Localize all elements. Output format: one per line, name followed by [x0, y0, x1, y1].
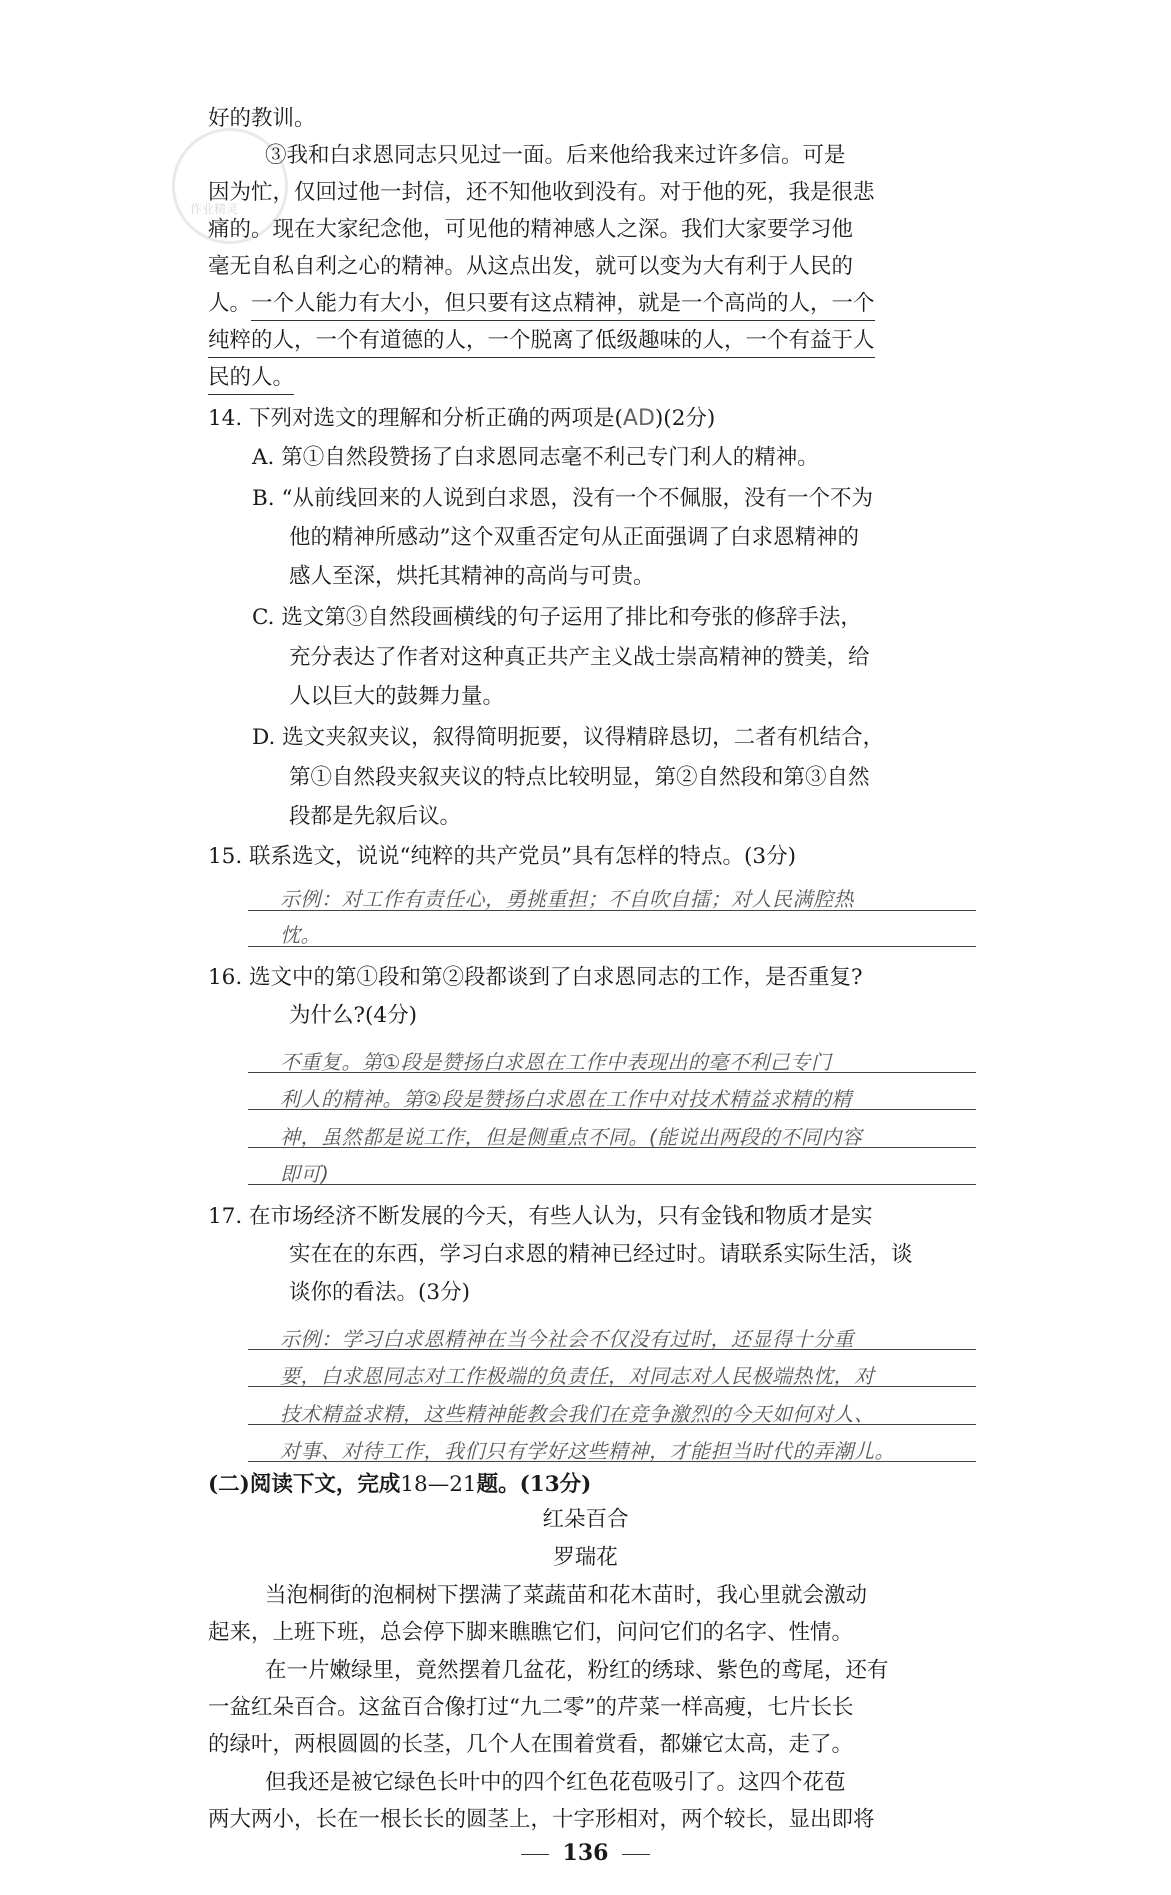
page-number-dash — [521, 1854, 549, 1855]
answer-rule — [248, 1072, 976, 1073]
section-heading-text: (二)阅读下文，完成 — [208, 1472, 401, 1497]
option-d-line: 段都是先叙后议。 — [289, 804, 462, 829]
passage-line: 好的教训。 — [208, 106, 316, 131]
underlined-sentence: 民的人。 — [208, 365, 294, 395]
article-line: 两大两小，长在一根长长的圆茎上，十字形相对，两个较长，显出即将 — [208, 1807, 875, 1832]
answer-rule — [248, 1386, 976, 1387]
answer-17-line: 技术精益求精，这些精神能教会我们在竞争激烈的今天如何对人、 — [280, 1402, 875, 1426]
section-heading-score: 题。(13分) — [476, 1472, 592, 1497]
answer-15-line: 示例：对工作有责任心，勇挑重担；不自吹自擂；对人民满腔热 — [280, 887, 854, 911]
option-b-line: 感人至深，烘托其精神的高尚与可贵。 — [289, 564, 655, 589]
passage-line: ③我和白求恩同志只见过一面。后来他给我来过许多信。可是 — [265, 143, 846, 168]
article-line: 一盆红朵百合。这盆百合像打过“九二零”的芹菜一样高瘦，七片长长 — [208, 1695, 854, 1720]
article-author: 罗瑞花 — [553, 1545, 618, 1570]
answer-rule — [248, 1109, 976, 1110]
answer-rule — [248, 1461, 976, 1462]
option-c-line: 充分表达了作者对这种真正共产主义战士崇高精神的赞美，给 — [289, 645, 870, 670]
passage-line — [208, 293, 875, 315]
passage-line — [208, 367, 294, 389]
question-17-stem: 17. 在市场经济不断发展的今天，有些人认为，只有金钱和物质才是实 — [208, 1204, 873, 1229]
article-title: 红朵百合 — [542, 1507, 629, 1532]
article-line: 的绿叶，两根圆圆的长茎，几个人在围着赏看，都嫌它太高，走了。 — [208, 1732, 854, 1757]
question-14-stem — [208, 408, 715, 430]
question-17-stem: 谈你的看法。(3分) — [289, 1280, 470, 1305]
option-b-line: B. “从前线回来的人说到白求恩，没有一个不佩服，没有一个不为 — [252, 486, 873, 511]
answer-15-line: 忱。 — [280, 923, 321, 947]
article-line: 在一片嫩绿里，竟然摆着几盆花，粉红的绣球、紫色的鸢尾，还有 — [265, 1658, 889, 1683]
question-14-answer: AD — [622, 406, 655, 431]
answer-rule — [248, 910, 976, 911]
question-17-stem: 实在在的东西，学习白求恩的精神已经过时。请联系实际生活，谈 — [289, 1242, 913, 1267]
answer-rule — [248, 946, 976, 947]
option-a: A. 第①自然段赞扬了白求恩同志毫不利己专门利人的精神。 — [252, 445, 819, 470]
option-d-line: 第①自然段夹叙夹议的特点比较明显，第②自然段和第③自然 — [289, 765, 870, 790]
section-heading-range: 18—21 — [400, 1472, 477, 1497]
answer-16-line: 利人的精神。第②段是赞扬白求恩在工作中对技术精益求精的精 — [280, 1087, 852, 1111]
question-14-score: )(2分) — [654, 406, 716, 431]
question-16-stem: 为什么?(4分) — [289, 1003, 417, 1028]
answer-rule — [248, 1349, 976, 1350]
article-line: 起来，上班下班，总会停下脚来瞧瞧它们，问问它们的名字、性情。 — [208, 1620, 854, 1645]
page-number — [0, 1840, 1171, 1866]
option-b-line: 他的精神所感动”这个双重否定句从正面强调了白求恩精神的 — [289, 525, 859, 550]
passage-line: 因为忙，仅回过他一封信，还不知他收到没有。对于他的死，我是很悲 — [208, 180, 875, 205]
answer-17-line: 要，白求恩同志对工作极端的负责任，对同志对人民极端热忱，对 — [280, 1364, 875, 1388]
question-14-stem-text: 14. 下列对选文的理解和分析正确的两项是( — [208, 406, 623, 431]
page-number-dash — [622, 1854, 650, 1855]
article-line: 当泡桐街的泡桐树下摆满了菜蔬苗和花木苗时，我心里就会激动 — [265, 1583, 868, 1608]
underlined-sentence: 纯粹的人，一个有道德的人，一个脱离了低级趣味的人，一个有益于人 — [208, 328, 875, 358]
option-d-line: D. 选文夹叙夹议，叙得简明扼要，议得精辟恳切，二者有机结合， — [252, 725, 885, 750]
section-heading — [208, 1474, 591, 1496]
passage-line: 毫无自私自利之心的精神。从这点出发，就可以变为大有利于人民的 — [208, 254, 854, 279]
question-16-stem: 16. 选文中的第①段和第②段都谈到了白求恩同志的工作，是否重复? — [208, 965, 863, 990]
passage-fragment: 人。 — [208, 291, 252, 316]
answer-16-line: 即可) — [280, 1162, 330, 1186]
option-c-line: C. 选文第③自然段画横线的句子运用了排比和夸张的修辞手法， — [252, 605, 862, 630]
passage-line — [208, 330, 875, 352]
passage-line: 痛的。现在大家纪念他，可见他的精神感人之深。我们大家要学习他 — [208, 217, 854, 242]
option-c-line: 人以巨大的鼓舞力量。 — [289, 684, 505, 709]
answer-16-line: 神，虽然都是说工作，但是侧重点不同。(能说出两段的不同内容 — [280, 1125, 863, 1149]
page-number-text: 136 — [562, 1840, 609, 1866]
answer-rule — [248, 1184, 976, 1185]
watermark-stamp-text: 作业精灵 — [190, 202, 239, 216]
answer-rule — [248, 1424, 976, 1425]
answer-17-line: 示例：学习白求恩精神在当今社会不仅没有过时，还显得十分重 — [280, 1327, 854, 1351]
answer-16-line: 不重复。第①段是赞扬白求恩在工作中表现出的毫不利己专门 — [280, 1050, 832, 1074]
article-line: 但我还是被它绿色长叶中的四个红色花苞吸引了。这四个花苞 — [265, 1770, 846, 1795]
underlined-sentence: 一个人能力有大小，但只要有这点精神，就是一个高尚的人，一个 — [251, 291, 875, 321]
question-15-stem: 15. 联系选文，说说“纯粹的共产党员”具有怎样的特点。(3分) — [208, 844, 796, 869]
answer-rule — [248, 1147, 976, 1148]
answer-17-line: 对事、对待工作，我们只有学好这些精神，才能担当时代的弄潮儿。 — [280, 1439, 895, 1463]
